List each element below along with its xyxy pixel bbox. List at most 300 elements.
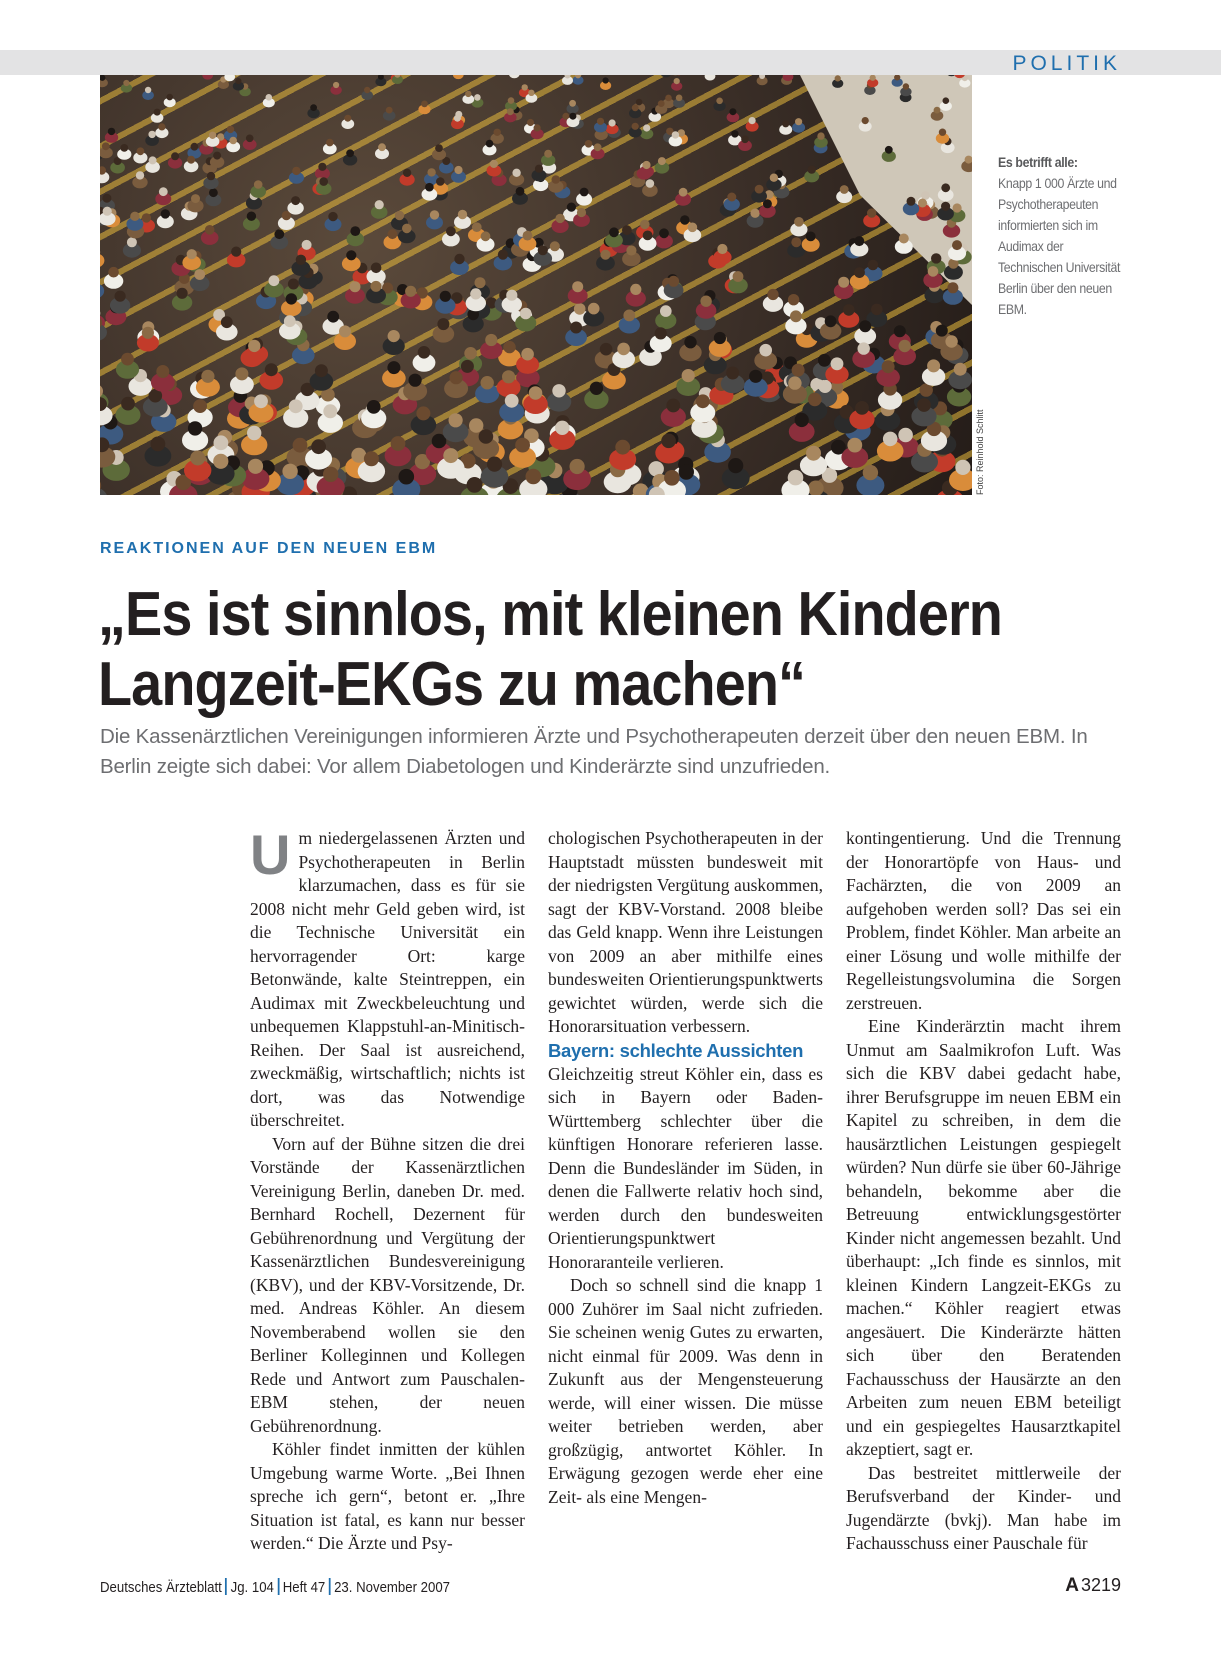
- audience-head: [661, 434, 676, 449]
- audience-head: [928, 266, 939, 277]
- audience-head: [454, 115, 461, 122]
- audience-head: [221, 316, 233, 328]
- paragraph: chologischen Psychotherapeuten in der Hauptstadt müssten bundesweit mit der niedrigsten Vergütung auskommen, sagt der KBV-Vorstand. 2008 bleibe das Geld knapp. Wenn ihre Leistungen von 2009 an aber mithilfe eines bundesweiten Orientierungspunktwerts gewichtet würden, werde sich die Honorarsituation verbessern.: [548, 828, 823, 1036]
- audience-head: [646, 179, 655, 188]
- audience-head: [623, 310, 635, 322]
- headline-line-2: Langzeit-EKGs zu machen“: [98, 650, 806, 719]
- audience-head: [555, 214, 564, 223]
- audience-head: [840, 185, 849, 194]
- audience-head: [831, 357, 844, 370]
- audience-head: [418, 346, 431, 359]
- audience-head: [296, 255, 306, 265]
- audience-head: [388, 229, 398, 239]
- audience-head: [867, 208, 876, 217]
- audience-head: [403, 169, 411, 177]
- text-column-3: [846, 827, 1121, 1556]
- footer-separator: [329, 1578, 331, 1595]
- article-kicker: REAKTIONEN AUF DEN NEUEN EBM: [100, 540, 438, 557]
- audience-head: [187, 249, 197, 259]
- audience-head: [350, 226, 360, 236]
- audience-head: [194, 269, 205, 280]
- audience-head: [726, 367, 739, 380]
- audience-head: [209, 188, 218, 197]
- audience-head: [248, 340, 260, 352]
- audience-head: [806, 446, 821, 461]
- audience-head: [749, 117, 756, 124]
- audience-head: [585, 140, 593, 148]
- audience-head: [213, 152, 221, 160]
- audience-head: [177, 288, 188, 299]
- audience-head: [603, 77, 609, 83]
- audience-head: [838, 277, 849, 288]
- audience-head: [688, 223, 698, 233]
- audience-head: [666, 399, 680, 413]
- article-teaser: Die Kassenärztlichen Vereinigungen informieren Ärzte und Psychotherapeuten derzeit über den neuen EBM. In Berlin zeigte sich dabei: Vor allem Diabetologen und Kinderärzte sind unzufrieden.: [100, 725, 1088, 778]
- audience-head: [149, 156, 157, 164]
- audience-head: [767, 289, 778, 300]
- audience-head: [214, 435, 229, 450]
- audience-head: [931, 253, 941, 263]
- audience-head: [120, 144, 128, 152]
- audience-head: [402, 224, 412, 234]
- audience-figure: [100, 324, 107, 341]
- audience-head: [318, 163, 326, 171]
- audience-head: [130, 212, 139, 221]
- audience-head: [899, 340, 911, 352]
- audience-head: [481, 231, 491, 241]
- paragraph: Köhler findet inmitten der kühlen Umgebung warme Worte. „Bei Ihnen spreche ich gern“, betont er. „Ihre Situation ist fatal, es kann nur besser werden.“ Die Ärzte und Psy-: [250, 1439, 525, 1553]
- audience-head: [454, 166, 462, 174]
- audience-head: [388, 330, 400, 342]
- dropcap: U: [250, 823, 291, 886]
- audience-head: [550, 241, 560, 251]
- audience-figure: [509, 75, 520, 78]
- audience-head: [883, 432, 898, 447]
- page-prefix: A: [1065, 1575, 1079, 1596]
- audience-head: [855, 401, 869, 415]
- audience-head: [521, 348, 534, 361]
- photo-credit: Foto: Reinhold Schlitt: [975, 409, 985, 495]
- audience-head: [941, 202, 950, 211]
- paragraph: Das bestreitet mittlerweile der Berufsverband der Kinder- und Jugendärzte (bvkj). Man habe im Fachausschuss einer Pauschale für: [846, 1462, 1121, 1553]
- audience-head: [391, 436, 406, 451]
- audience-head: [311, 439, 326, 454]
- audience-head: [427, 168, 435, 176]
- audience-head: [454, 254, 464, 264]
- audience-head: [469, 418, 483, 432]
- journal-volume: Jg. 104: [230, 1579, 274, 1596]
- audience-head: [788, 470, 804, 486]
- audience-head: [161, 209, 170, 218]
- audience-head: [953, 203, 962, 212]
- audience-head: [643, 231, 653, 241]
- audience-head: [375, 200, 384, 209]
- audience-head: [806, 232, 816, 242]
- audience-head: [594, 143, 602, 151]
- audience-head: [945, 335, 957, 347]
- audience-head: [136, 171, 144, 179]
- lecture-hall-photo: [100, 75, 972, 495]
- audience-head: [121, 397, 135, 411]
- audience-head: [505, 394, 519, 408]
- audience-head: [609, 227, 619, 237]
- audience-head: [436, 177, 445, 186]
- audience-head: [123, 80, 129, 86]
- audience-head: [247, 426, 261, 440]
- audience-head: [939, 129, 946, 136]
- paragraph: kontingentierung. Und die Trennung der Honorartöpfe von Haus- und Fachärzten, die von 2009 an aufgehoben werden soll? Das sei ein Problem, findet Köhler. Man arbeite an einer Lösung und wolle mithilfe der Regelleistungsvolumina die Sorgen zerstreuen.: [846, 828, 1121, 1013]
- audience-head: [108, 128, 115, 135]
- audience-head: [918, 199, 927, 208]
- audience-head: [121, 353, 134, 366]
- audience-head: [350, 281, 361, 292]
- audience-head: [292, 167, 300, 175]
- audience-head: [567, 203, 576, 212]
- audience-head: [344, 115, 351, 122]
- audience-head: [899, 234, 909, 244]
- audience-head: [282, 464, 297, 479]
- audience-head: [213, 454, 228, 469]
- audience-head: [843, 304, 855, 316]
- audience-head: [952, 240, 962, 250]
- audience-head: [142, 213, 151, 222]
- audience-head: [326, 139, 334, 147]
- audience-head: [728, 458, 743, 473]
- audience-head: [187, 156, 195, 164]
- audience-head: [577, 208, 586, 217]
- audience-head: [137, 147, 145, 155]
- caption-text: Knapp 1 000 Ärzte und Psychotherapeuten informierten sich im Audimax der Technischen Universität Berlin über den neuen EBM.: [998, 175, 1121, 317]
- audience-head: [640, 220, 650, 230]
- audience-head: [808, 166, 816, 174]
- audience-head: [529, 386, 543, 400]
- page-number: [1065, 1575, 1121, 1597]
- text-column-2: [548, 827, 823, 1509]
- audience-head: [871, 304, 883, 316]
- audience-head: [490, 160, 498, 168]
- audience-head: [386, 107, 393, 114]
- audience-head: [364, 451, 379, 466]
- audience-head: [430, 210, 439, 219]
- paragraph: Doch so schnell sind die knapp 1 000 Zuhörer im Saal nicht zufrieden. Sie scheinen wenig Gutes zu erwarten, nicht einmal für 2009. Was denn in Zukunft aus der Mengensteuerung werde, will einer wissen. Die müsse weiter betrieben werden, aber großzügig, antwortet Köhler. In Erwägung gezogen werde eher eine Zeit- als eine Mengen-: [548, 1275, 823, 1507]
- audience-head: [609, 119, 616, 126]
- audience-head: [615, 440, 630, 455]
- audience-head: [486, 140, 494, 148]
- audience-head: [346, 250, 356, 260]
- audience-head: [955, 460, 970, 475]
- audience-head: [481, 376, 494, 389]
- audience-head: [917, 398, 931, 412]
- audience-head: [507, 108, 514, 115]
- audience-head: [327, 311, 339, 323]
- audience-head: [108, 267, 119, 278]
- audience-head: [485, 334, 497, 346]
- audience-head: [750, 209, 759, 218]
- audience-head: [159, 187, 168, 196]
- audience-head: [632, 104, 639, 111]
- audience-head: [319, 177, 328, 186]
- audience-head: [323, 467, 338, 482]
- audience-head: [658, 157, 666, 165]
- audience-head: [927, 359, 940, 372]
- article-headline: [98, 580, 1088, 720]
- audience-head: [788, 294, 799, 305]
- audience-head: [102, 194, 111, 203]
- audience-head: [731, 130, 738, 137]
- audience-head: [235, 78, 241, 84]
- audience-head: [665, 95, 672, 102]
- paragraph: Vorn auf der Bühne sitzen die drei Vorstände der Kassenärztlichen Vereinigung Berlin, daneben Dr. med. Bernhard Rochell, Dezernent für Gebührenordnung und Vergütung der Kassenärztlichen Bundesvereinigung (KBV), und der KBV-Vorsitzende, Dr. med. Andreas Köhler. An diesem Novemberabend wollen sie den Berliner Kolleginnen und Kollegen Rede und Antwort zum Pauschalen-EBM stehen, der neuen Gebührenordnung.: [250, 1133, 525, 1436]
- audience-head: [475, 277, 486, 288]
- audience-head: [127, 237, 137, 247]
- audience-head: [795, 413, 809, 427]
- audience-head: [636, 99, 643, 106]
- audience-head: [266, 94, 273, 101]
- audience-head: [487, 457, 502, 472]
- audience-head: [818, 354, 831, 367]
- audience-head: [885, 146, 893, 154]
- audience-head: [569, 113, 576, 120]
- audience-head: [696, 394, 710, 408]
- audience-head: [405, 286, 416, 297]
- audience-head: [449, 413, 463, 427]
- audience-head: [446, 226, 456, 236]
- audience-head: [435, 144, 443, 152]
- audience-head: [367, 400, 381, 414]
- audience-head: [792, 364, 805, 377]
- audience-head: [166, 94, 173, 101]
- audience-head: [293, 438, 308, 453]
- audience-head: [265, 363, 278, 376]
- audience-head: [323, 404, 337, 418]
- audience-head: [205, 225, 215, 235]
- audience-head: [171, 152, 179, 160]
- audience-head: [288, 279, 299, 290]
- audience-head: [630, 284, 641, 295]
- audience-head: [741, 136, 749, 144]
- audience-head: [903, 83, 909, 89]
- audience-head: [854, 267, 865, 278]
- journal-name: Deutsches Ärzteblatt: [100, 1579, 222, 1596]
- audience-head: [516, 187, 525, 196]
- issue-date: 23. November 2007: [334, 1579, 451, 1596]
- audience-head: [854, 236, 864, 246]
- audience-head: [680, 215, 689, 224]
- photo-caption: [998, 152, 1128, 320]
- audience-head: [498, 250, 508, 260]
- audience-head: [461, 360, 474, 373]
- audience-head: [795, 118, 802, 125]
- audience-head: [552, 175, 561, 184]
- audience-head: [947, 282, 958, 293]
- audience-head: [643, 124, 650, 131]
- audience-head: [102, 142, 110, 150]
- audience-head: [371, 263, 382, 274]
- audience-head: [103, 207, 112, 216]
- audience-head: [440, 291, 451, 302]
- audience-head: [808, 393, 822, 407]
- audience-head: [399, 469, 415, 485]
- audience-head: [894, 325, 906, 337]
- page-footer: [100, 1578, 450, 1596]
- audience-head: [522, 84, 528, 90]
- audience-head: [847, 438, 862, 453]
- subheading: Bayern: schlechte Aussichten: [548, 1039, 804, 1061]
- audience-head: [231, 247, 241, 257]
- audience-head: [209, 132, 216, 139]
- audience-head: [284, 315, 296, 327]
- audience-head: [378, 143, 386, 151]
- audience-head: [858, 342, 870, 354]
- audience-head: [437, 318, 449, 330]
- paragraph: Eine Kinderärztin macht ihrem Unmut am Saalmikrofon Luft. Was sich die KBV dabei gedacht habe, ihrer Berufsgruppe im neuen EBM ein Kapitel zu schreiben, in dem die hausärztlichen Leistungen gespiegelt würden? Nun dürfe sie über 60-Jährige behandeln, bekomme aber die Betreuung entwicklungsgestörter Kinder nicht angemessen bezahlt. Und überhaupt: „Ich finde es sinnlos, mit kleinen Kindern Langzeit-EKGs zu machen.“ Köhler reagiert etwas angesäuert. Die Kinderärzte hätten sich über den Beratenden Fachausschuss der Hausärzte an den Arbeiten zum neuen EBM beteiligt und ein gespiegeltes Hausarztkapitel akzeptiert, sagt er.: [846, 1016, 1121, 1459]
- audience-head: [679, 464, 694, 479]
- audience-head: [156, 365, 169, 378]
- audience-head: [729, 108, 736, 115]
- audience-head: [898, 428, 913, 443]
- audience-head: [835, 75, 841, 81]
- audience-head: [464, 347, 477, 360]
- audience-head: [788, 376, 801, 389]
- audience-head: [714, 332, 726, 344]
- audience-head: [658, 100, 665, 107]
- footer-separator: [277, 1578, 279, 1595]
- audience-head: [538, 245, 548, 255]
- audience-head: [574, 303, 586, 315]
- audience-head: [151, 437, 166, 452]
- audience-figure: [100, 253, 104, 268]
- audience-head: [508, 97, 515, 104]
- audience-head: [682, 369, 695, 382]
- audience-head: [310, 104, 317, 111]
- audience-head: [684, 336, 696, 348]
- audience-head: [248, 459, 263, 474]
- audience-head: [597, 118, 604, 125]
- audience-head: [395, 211, 404, 220]
- audience-head: [617, 343, 630, 356]
- audience-head: [201, 370, 214, 383]
- audience-head: [409, 374, 422, 387]
- audience-head: [416, 406, 430, 420]
- audience-head: [676, 95, 683, 102]
- audience-head: [600, 250, 610, 260]
- audience-head: [668, 276, 679, 287]
- audience-head: [907, 197, 916, 206]
- audience-head: [622, 225, 632, 235]
- audience-head: [523, 231, 533, 241]
- audience-head: [286, 293, 297, 304]
- audience-head: [229, 137, 237, 145]
- audience-head: [207, 172, 215, 180]
- audience-head: [450, 371, 463, 384]
- audience-head: [254, 394, 268, 408]
- audience-figure: [100, 487, 108, 495]
- audience-head: [472, 222, 482, 232]
- paragraph-text: m niedergelassenen Ärzten und Psychotherapeuten in Berlin klarzumachen, dass es für sie 2008 nicht mehr Geld geben wird, ist die Technische Universität ein hervorragender Ort: karge Betonwände, kalte Steintreppen, ein Audimax mit Zweckbeleuchtung und unbequemen Klappstuhl-an-Minitisch-Reihen. Der Saal ist ausreichend, zweckmäßig, wirtschaftlich; nichts ist dort, was das Notwendige überschreitet.: [250, 828, 525, 1130]
- audience-head: [936, 325, 948, 337]
- audience-head: [346, 149, 354, 157]
- audience-head: [443, 448, 458, 463]
- audience-head: [494, 129, 501, 136]
- audience-head: [479, 429, 494, 444]
- audience-head: [749, 370, 762, 383]
- audience-head: [580, 188, 589, 197]
- audience-head: [770, 174, 778, 182]
- caption-title: Es betrifft alle:: [998, 154, 1078, 170]
- audience-head: [862, 117, 869, 124]
- headline-line-1: „Es ist sinnlos, mit kleinen Kindern: [98, 580, 1002, 649]
- audience-head: [588, 303, 600, 315]
- paragraph: Gleichzeitig streut Köhler ein, dass es sich in Bayern oder Baden-Württemberg schlechter über die künftigen Honorare referieren lasse. Denn die Bundesländer im Süden, in denen die Fallwerte relativ hoch sind, werden durch den bundesweiten Orientierungspunktwert Honoraranteile verlieren.: [548, 1063, 823, 1272]
- audience-head: [158, 123, 165, 130]
- audience-head: [672, 131, 679, 138]
- audience-head: [733, 271, 744, 282]
- audience-head: [148, 131, 155, 138]
- audience-head: [291, 196, 300, 205]
- audience-head: [339, 325, 351, 337]
- journal-issue: Heft 47: [282, 1579, 326, 1596]
- audience-head: [569, 100, 576, 107]
- audience-head: [274, 229, 284, 239]
- audience-head: [863, 465, 878, 480]
- audience-head: [515, 438, 530, 453]
- audience-head: [191, 143, 199, 151]
- audience-head: [351, 448, 366, 463]
- audience-head: [191, 194, 200, 203]
- audience-head: [465, 91, 471, 97]
- audience-head: [502, 370, 515, 383]
- audience-head: [552, 384, 565, 397]
- audience-head: [467, 477, 483, 493]
- audience-head: [254, 180, 263, 189]
- audience-head: [794, 217, 804, 227]
- audience-head: [235, 367, 248, 380]
- audience-head: [555, 421, 569, 435]
- audience-head: [425, 183, 434, 192]
- paragraph: [250, 823, 525, 1133]
- section-label: POLITIK: [1012, 52, 1121, 75]
- audience-head: [246, 135, 254, 143]
- audience-head: [458, 210, 467, 219]
- text-column-1: [250, 823, 525, 1556]
- audience-head: [632, 123, 639, 130]
- audience-figure: [661, 75, 672, 77]
- audience-head: [333, 82, 339, 88]
- audience-head: [600, 343, 613, 356]
- audience-head: [526, 469, 542, 485]
- audience-head: [544, 150, 552, 158]
- audience-head: [188, 421, 202, 435]
- audience-head: [664, 470, 680, 486]
- audience-head: [954, 363, 967, 376]
- audience-head: [590, 382, 603, 395]
- audience-illustration: [100, 75, 972, 495]
- audience-figure: [705, 75, 716, 81]
- audience-head: [859, 320, 871, 332]
- audience-head: [269, 275, 280, 286]
- audience-head: [825, 315, 837, 327]
- audience-head: [289, 399, 303, 413]
- audience-head: [868, 260, 879, 271]
- audience-head: [528, 90, 534, 96]
- audience-head: [660, 305, 672, 317]
- audience-figure: [100, 283, 104, 299]
- audience-head: [759, 344, 772, 357]
- audience-head: [474, 94, 481, 101]
- audience-head: [717, 244, 727, 254]
- audience-head: [193, 399, 207, 413]
- audience-head: [570, 459, 585, 474]
